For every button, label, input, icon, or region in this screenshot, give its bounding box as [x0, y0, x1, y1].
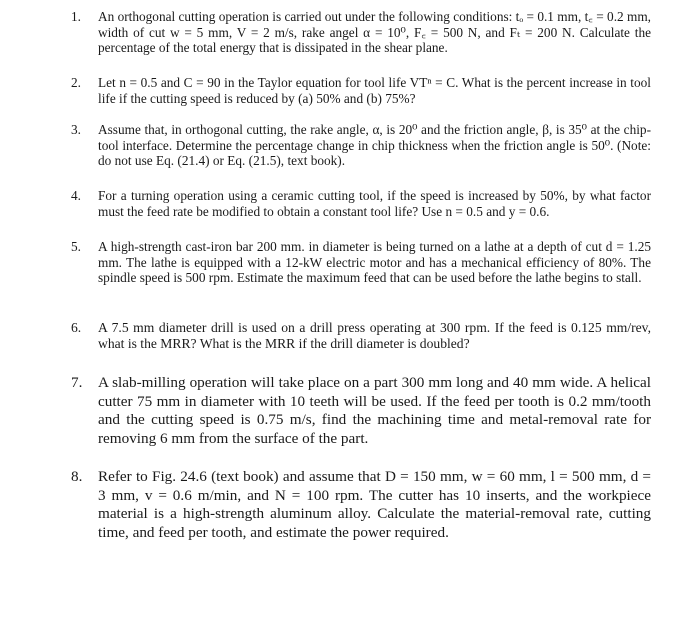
question-2 [71, 75, 651, 106]
question-text: Refer to Fig. 24.6 (text book) and assume that D = 150 mm, w = 60 mm, l = 500 mm, d = 3 mm, v = 0.6 m/min, and N = 100 rpm. The cutter has 10 inserts, and the workpiece material is a high-strength aluminum alloy. Calculate the material-removal rate, cutting time, and feed per tooth, and estimate the power required. [98, 468, 651, 541]
question-text: Let n = 0.5 and C = 90 in the Taylor equation for tool life VTⁿ = C. What is the percent increase in tool life if the cutting speed is reduced by (a) 50% and (b) 75%? [98, 75, 651, 106]
question-number: 4. [71, 188, 81, 203]
question-text: Assume that, in orthogonal cutting, the rake angle, α, is 20⁰ and the friction angle, β, is 35⁰ at the chip-tool interface. Determine the percentage change in chip thickness when the friction angle is 50⁰. (Note: do not use Eq. (21.4) or Eq. (21.5), text book). [98, 122, 651, 169]
question-1 [71, 9, 651, 56]
question-text: For a turning operation using a ceramic cutting tool, if the speed is increased by 50%, by what factor must the feed rate be modified to obtain a constant tool life? Use n = 0.5 and y = 0.6. [98, 188, 651, 219]
question-text: An orthogonal cutting operation is carried out under the following conditions: tₒ = 0.1 mm, t꜀ = 0.2 mm, width of cut w = 5 mm, V = 2 m/s, rake angel α = 10⁰, F꜀ = 500 N, and Fₜ = 200 N. Calculate the percentage of the total energy that is dissipated in the shear plane. [98, 9, 652, 56]
question-8 [71, 468, 651, 542]
question-text: A high-strength cast-iron bar 200 mm. in diameter is being turned on a lathe at a depth of cut d = 1.25 mm. The lathe is equipped with a 12-kW electric motor and has a mechanical efficiency of 80%. The spindle speed is 500 rpm. Estimate the maximum feed that can be used before the lathe begins to stall. [98, 239, 651, 286]
question-number: 5. [71, 239, 81, 254]
question-number: 6. [71, 320, 82, 335]
question-number: 1. [71, 9, 81, 24]
question-text: A slab-milling operation will take place on a part 300 mm long and 40 mm wide. A helical cutter 75 mm in diameter with 10 teeth will be used. If the feed per tooth is 0.2 mm/tooth and the cutting speed is 0.75 m/s, find the machining time and metal-removal rate for removing 6 mm from the surface of the part. [98, 374, 651, 447]
question-text: A 7.5 mm diameter drill is used on a drill press operating at 300 rpm. If the feed is 0.125 mm/rev, what is the MRR? What is the MRR if the drill diameter is doubled? [98, 320, 651, 352]
question-number: 8. [71, 468, 83, 485]
question-4 [71, 188, 651, 219]
question-6 [71, 320, 651, 352]
question-number: 7. [71, 374, 83, 391]
question-7 [71, 374, 651, 448]
question-number: 3. [71, 122, 81, 137]
question-5 [71, 239, 651, 286]
question-number: 2. [71, 75, 81, 90]
question-3 [71, 122, 651, 169]
